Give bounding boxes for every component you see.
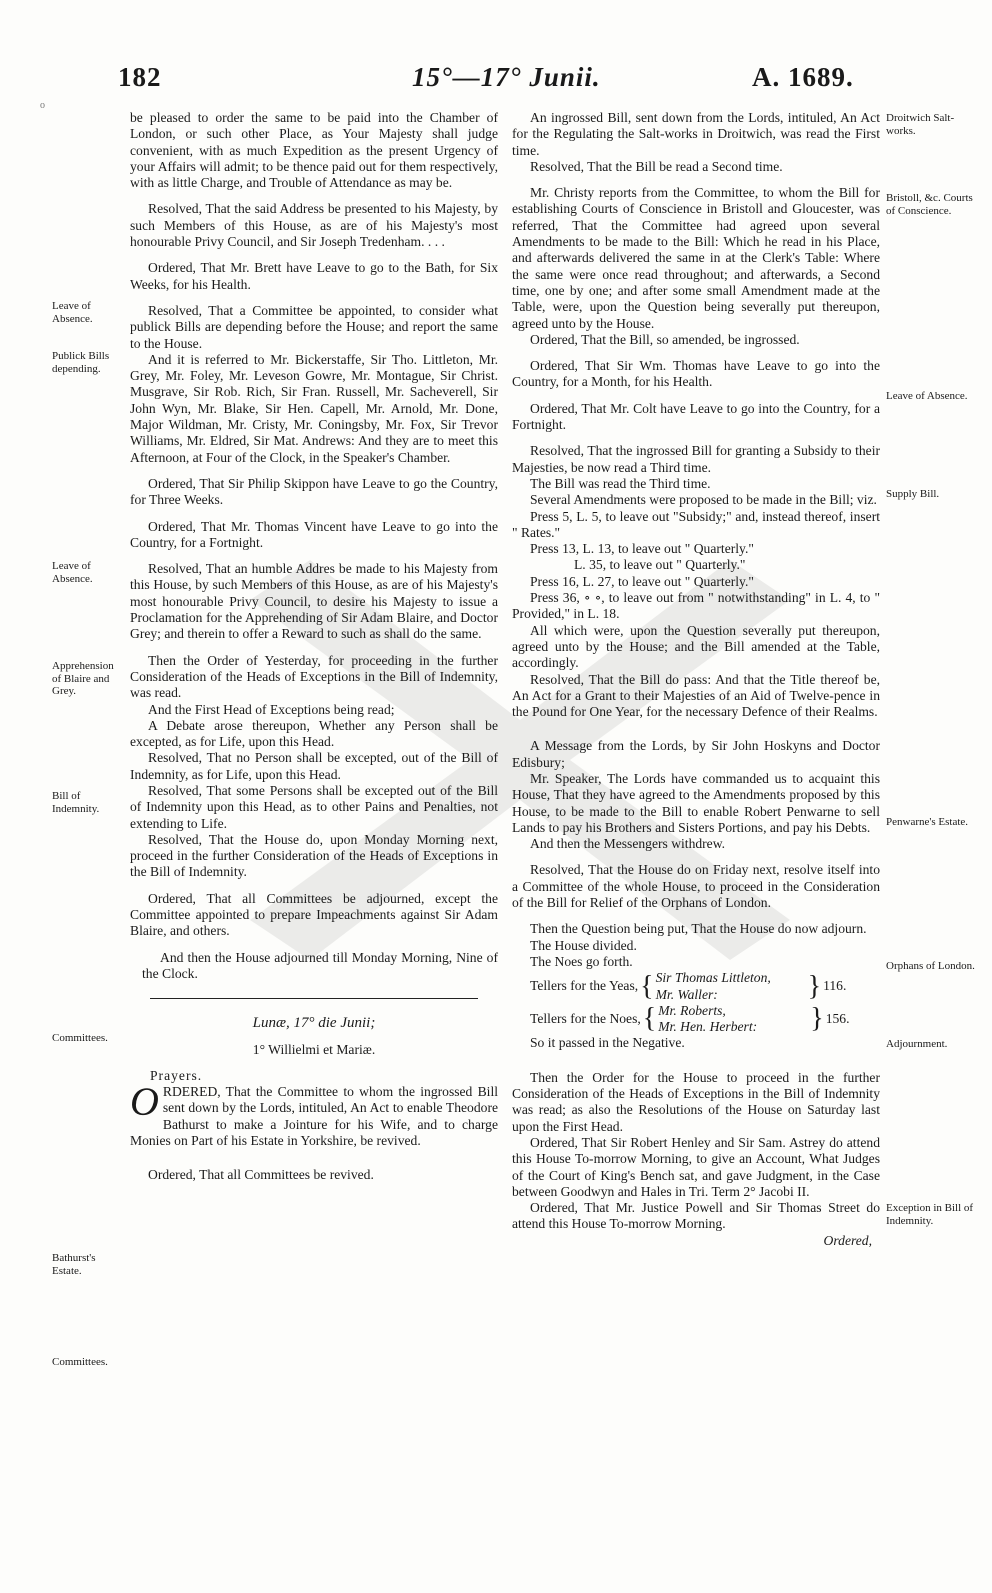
page-number: 182 [118,62,162,92]
margin-note: Apprehension of Blaire and Grey. [52,660,114,697]
brace-icon: { [642,1003,657,1035]
catchword: Ordered, [823,1232,872,1248]
tellers-label: Tellers for the Noes, [530,1010,641,1026]
paragraph: The House divided. [530,937,637,953]
margin-note: Adjournment. [886,1038,948,1050]
paragraph: And then the House adjourned till Monday Morning, Nine of the Clock. [142,949,498,981]
paragraph: Press 5, L. 5, to leave out "Subsidy;" and, instead thereof, insert " Rates." [512,508,880,540]
paragraph: The Bill was read the Third time. [530,475,711,491]
margin-mark: o [40,100,45,111]
teller-name: Sir Thomas Littleton, [655,970,771,986]
paragraph: Ordered, That Sir Philip Skippon have Leave to go the Country, for Three Weeks. [130,475,498,508]
margin-note: Leave of Absence. [886,390,968,402]
tellers-names [658,1003,808,1036]
tellers-count: 156. [825,1010,850,1026]
paragraph: Ordered, That Sir Wm. Thomas have Leave to go into the Country, for a Month, for his Health. [512,358,880,390]
margin-note: Droitwich Salt-works. [886,112,955,137]
tellers-label: Tellers for the Yeas, [530,978,639,994]
paragraph: Resolved, That the Bill be read a Second time. [530,158,783,174]
page-dates: 15°—17° Junii. [412,62,601,92]
paragraph: L. 35, to leave out " Quarterly." [574,557,746,573]
paragraph: Ordered, That Mr. Justice Powell and Sir Thomas Street do attend this House To-morrow Morning. [512,1200,880,1232]
paragraph: Several Amendments were proposed to be made in the Bill; viz. [530,492,877,508]
margin-note: Bill of Indemnity. [52,790,100,815]
paragraph: Resolved, That the said Address be presented to his Majesty, by such Members of this House, as are of his Majesty's most honourable Privy Council, and Sir Joseph Tredenham. . . . [130,201,498,250]
margin-note: Publick Bills depending. [52,350,110,375]
paragraph: Ordered, That Mr. Colt have Leave to go into the Country, for a Fortnight. [512,400,880,433]
paragraph: An ingrossed Bill, sent down from the Lords, intituled, An Act for the Regulating the Salt-works in Droitwich, was read the First time. [512,110,880,158]
margin-note: Supply Bill. [886,488,940,500]
paragraph: Resolved, That the House do on Friday next, resolve itself into a Committee of the whole House, to proceed in the Consideration of the Bill for Relief of the Orphans of London. [512,862,880,911]
paragraph: Ordered, That Mr. Thomas Vincent have Leave to go into the Country, for a Fortnight. [130,518,498,550]
paragraph: Resolved, That the ingrossed Bill for granting a Subsidy to their Majesties, be now read a Third time. [512,443,880,475]
tellers-count: 116. [823,978,847,994]
paragraph: Press 36, ∘ ∘, to leave out from " notwithstanding" in L. 4, to " Provided," in L. 18. [512,590,880,622]
brace-icon: } [807,970,822,1002]
paragraph: Ordered, That all Committees be revived. [148,1167,374,1183]
brace-icon: { [640,970,654,1002]
tellers-yeas [512,970,880,1003]
paragraph: A Debate arose thereupon, Whether any Person shall be excepted, as for Life, upon this Head. [130,717,498,750]
paragraph: A Message from the Lords, by Sir John Hoskyns and Doctor Edisbury; [512,738,880,770]
drop-cap: O [130,1079,159,1125]
paragraph: And then the Messengers withdrew. [530,836,726,852]
paragraph: And the First Head of Exceptions being read; [148,701,395,717]
margin-note: Bathurst's Estate. [52,1252,96,1277]
teller-name: Mr. Hen. Herbert: [658,1019,758,1035]
paragraph: Press 13, L. 13, to leave out " Quarterly." [530,541,754,557]
paragraph: Ordered, That the Bill, so amended, be ingrossed. [530,331,800,347]
paragraph-text: RDERED, That the Committee to whom the ingrossed Bill sent down by the Lords, intituled, An Act to enable Theodore Bathurst to make a Jointure for his Wife, and to charge Monies on Part of his Estate in Yorkshire, be revived. [130,1084,498,1149]
paragraph: The Noes go forth. [530,953,633,969]
tellers-names [656,970,806,1003]
margin-note: Orphans of London. [886,960,975,972]
margin-note: Committees. [52,1356,108,1368]
right-column [512,110,880,1249]
paragraph: Resolved, That some Persons shall be excepted out of the Bill of Indemnity upon this Head, as to other Pains and Penalties, not extending to Life. [130,782,498,831]
page-year: A. 1689. [752,62,854,92]
brace-icon: } [810,1003,824,1035]
paragraph: be pleased to order the same to be paid into the Chamber of London, or such other Place, as Your Majesty shall judge convenient, with as much Expedition as the present Urgency of your Affairs will admit; to be thence paid out for them respectively, with as little Charge, and Trouble of Attendance as may be. [130,110,498,191]
paragraph: Resolved, That the House do, upon Monday Morning next, proceed in the further Consideration of the Heads of Exceptions in the Bill of Indemnity. [130,831,498,880]
left-column [130,110,498,1184]
paragraph: Resolved, That the Bill do pass: And that the Title thereof be, An Act for a Grant to their Majesties of an Aid of Twelve-pence in the Pound for One Year, for the necessary Defence of their Realms. [512,671,880,720]
tellers-noes [512,1003,880,1036]
paragraph: Ordered, That Sir Robert Henley and Sir Sam. Astrey do attend this House To-morrow Morning, to give an Account, What Judges of the Court of King's Bench sat, and gave Judgment, in the Case between Goodwyn and Hales in Tri. Term 2° Jacobi II. [512,1134,880,1199]
teller-name: Mr. Waller: [655,986,718,1002]
margin-note: Penwarne's Estate. [886,816,969,828]
paragraph: Resolved, That no Person shall be excepted, out of the Bill of Indemnity, as for Life, upon this Head. [130,750,498,782]
paragraph: Press 16, L. 27, to leave out " Quarterly." [530,573,754,589]
paragraph: So it passed in the Negative. [530,1035,685,1051]
paragraph: And it is referred to Mr. Bickerstaffe, Sir Tho. Littleton, Mr. Grey, Mr. Foley, Mr. Leveson Gowre, Mr. Montague, Sir Christ. Musgrave, Sir Rob. Rich, Sir Fran. Russell, Mr. Sacheverell, Sir John Wyn, Mr. Blake, Sir Hen. Capell, Mr. Arnold, Mr. Done, Major Wildman, Mr. Cristy, Mr. Coningsby, Mr. Fox, Sir Trevor Williams, Mr. Eldred, Sir Mat. Andrews: And they are to meet this Afternoon, at Four of the Clock, in the Speaker's Chamber. [130,351,498,465]
paragraph: Resolved, That a Committee be appointed, to consider what publick Bills are depending before the House; and report the same to the House. [130,302,498,351]
paragraph: Resolved, That an humble Addres be made to his Majesty from this House, by such Members of this House, as are of his Majesty's most honourable Privy Council, to desire his Majesty to issue a Proclamation for the Apprehending of Sir Adam Blaire, and Doctor Grey; and therein to offer a Reward to such as shall do the same. [130,561,498,642]
day-heading: Lunæ, 17° die Junii; [252,1015,376,1032]
margin-note: Leave of Absence. [52,560,93,585]
paragraph: All which were, upon the Question severally put thereupon, agreed unto by the House; and the Bill amended at the Table, accordingly. [512,622,880,671]
margin-note: Exception in Bill of Indemnity. [886,1202,974,1227]
paragraph: Then the Order for the House to proceed in the further Consideration of the Heads of Exceptions in the Bill of Indemnity was read; as also the Resolutions of the House on Saturday last upon the First Head. [512,1069,880,1134]
reign-heading: 1° Willielmi et Mariæ. [252,1041,376,1057]
paragraph: Mr. Christy reports from the Committee, to whom the Bill for establishing Courts of Conscience in Bristoll and Gloucester, was referred, That the Committee had agreed upon several Amendments to be made to the Bill: Which he read in his Place, and afterwards delivered the same in at the Clerk's Table: Where the same were once read throughout; and afterwards, a Second time, one by one; and after some small Amendment made at the Table, were, upon the Question being severally put thereupon, agreed unto by the House. [512,185,880,331]
prayers-heading: Prayers. [150,1067,203,1083]
section-rule [150,998,478,999]
paragraph: Then the Question being put, That the House do now adjourn. [530,921,867,937]
paragraph: Then the Order of Yesterday, for proceeding in the further Consideration of the Heads of Exceptions in the Bill of Indemnity, was read. [130,652,498,701]
margin-note: Committees. [52,1032,108,1044]
paragraph: Ordered, That Mr. Brett have Leave to go to the Bath, for Six Weeks, for his Health. [130,260,498,292]
margin-note: Leave of Absence. [52,300,93,325]
paragraph [130,1079,498,1149]
teller-name: Mr. Roberts, [658,1002,726,1018]
paragraph: Ordered, That all Committees be adjourned, except the Committee appointed to prepare Impeachments against Sir Adam Blaire, and others. [130,890,498,939]
margin-note: Bristoll, &c. Courts of Conscience. [886,192,973,217]
paragraph: Mr. Speaker, The Lords have commanded us to acquaint this House, That they have agreed to the Amendments proposed by this House, to be made to the Bill to enable Robert Penwarne to sell Lands to pay his Brothers and Sisters Portions, and pay his Debts. [512,770,880,835]
